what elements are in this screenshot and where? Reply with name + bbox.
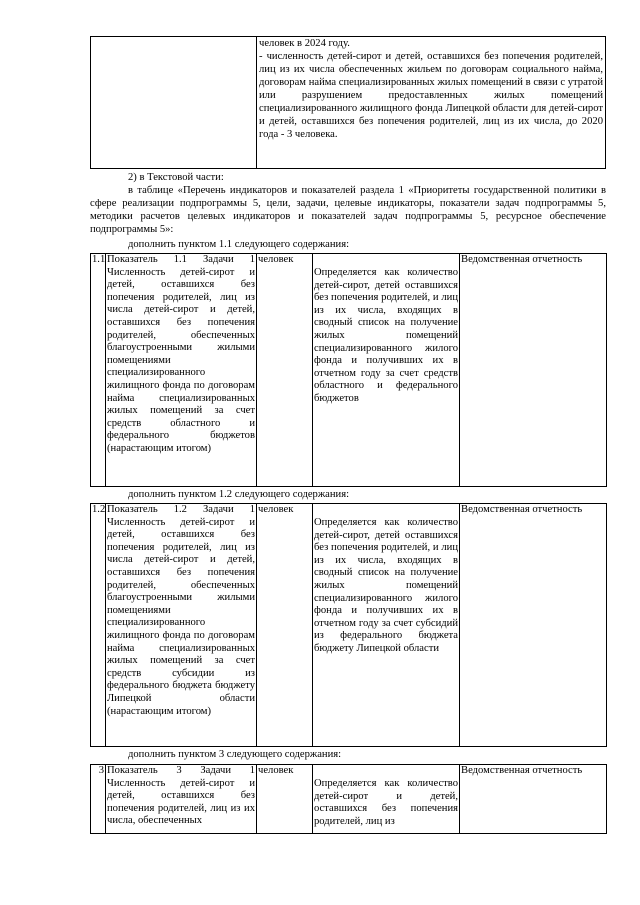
paragraph-add-1-1: дополнить пунктом 1.1 следующего содержания: — [128, 239, 350, 250]
method — [313, 765, 460, 834]
paragraph-table-description: в таблице «Перечень индикаторов и показателей раздела 1 «Приоритеты государственной политики в сфере реализации подпрограммы 5, цели, задачи, целевые индикаторы, показатели задач подпрограммы 5, методики расчетов целевых индикаторов и показателей задач подпрограммы 5, ресурсное обеспечение подпрограммы 5»: — [90, 185, 606, 235]
method-text: Определяется как количество детей-сирот и детей, оставшихся без попечения родителей, лиц из — [314, 778, 458, 827]
unit: человек — [257, 504, 313, 747]
source: Ведомственная отчетность — [460, 765, 607, 834]
unit: человек — [257, 254, 313, 487]
method — [313, 504, 460, 747]
table-row — [91, 765, 607, 834]
paragraph-text-part: 2) в Текстовой части: — [128, 172, 224, 183]
indicator-name: Показатель 1.1 Задачи 1 Численность детей-сирот и детей, оставшихся без попечения родителей, лиц из числа детей-сирот и детей, оставшихся без попечения родителей, обеспеченных благоустроенными жилыми помещениями специализированного жилищного фонда по договорам найма специализированных жилых помещений за счет средств областного и федерального бюджетов (нарастающим итогом) — [106, 254, 257, 487]
unit: человек — [257, 765, 313, 834]
row-number: 1.2 — [91, 504, 106, 747]
source: Ведомственная отчетность — [460, 254, 607, 487]
table-row — [91, 254, 607, 487]
row-number: 3 — [91, 765, 106, 834]
method — [313, 254, 460, 487]
paragraph-add-1-2: дополнить пунктом 1.2 следующего содержания: — [128, 489, 350, 500]
indicator-name: Показатель 3 Задачи 1 Численность детей-сирот и детей, оставшихся без попечения родителей, лиц из их числа, обеспеченных — [106, 765, 257, 834]
row-number: 1.1 — [91, 254, 106, 487]
paragraph-add-3: дополнить пунктом 3 следующего содержания: — [128, 749, 342, 760]
top-table-first-line: человек в 2024 году. — [259, 38, 350, 49]
method-text: Определяется как количество детей-сирот, детей оставшихся без попечения родителей, и лиц из их числа, входящих в сводный список на получение жилых помещений специализированного жилого фонда и получивших их в отчетном году за счет средств областного и федерального бюджетов — [314, 267, 458, 404]
top-table-text: - численность детей-сирот и детей, оставшихся без попечения родителей, лиц из их числа обеспеченных жильем по договорам социального найма, договорам найма специализированных жилых помещений в связи с утратой или разрушением предоставленных жилых помещений специализированного жилищного фонда Липецкой области для детей-сирот и детей, оставшихся без попечения родителей, лиц из их числа, до 2020 года - 3 человека. — [259, 51, 603, 140]
table-row — [91, 504, 607, 747]
indicator-table-1-2 — [90, 503, 607, 747]
indicator-table-3 — [90, 764, 607, 834]
source: Ведомственная отчетность — [460, 504, 607, 747]
indicator-name: Показатель 1.2 Задачи 1 Численность детей-сирот и детей, оставшихся без попечения родителей, лиц из числа детей-сирот и детей, оставшихся без попечения родителей, обеспеченных благоустроенными жилыми помещениями специализированного жилищного фонда по договорам найма специализированных жилых помещений за счет средств субсидии из федерального бюджета бюджету Липецкой области (нарастающим итогом) — [106, 504, 257, 747]
top-table — [90, 36, 606, 169]
method-text: Определяется как количество детей-сирот, детей оставшихся без попечения родителей, и лиц из их числа, входящих в сводный список на получение жилых помещений специализированного жилого фонда и получивших их в отчетном году за счет субсидий из федерального бюджета бюджету Липецкой области — [314, 517, 458, 654]
indicator-table-1-1 — [90, 253, 607, 487]
